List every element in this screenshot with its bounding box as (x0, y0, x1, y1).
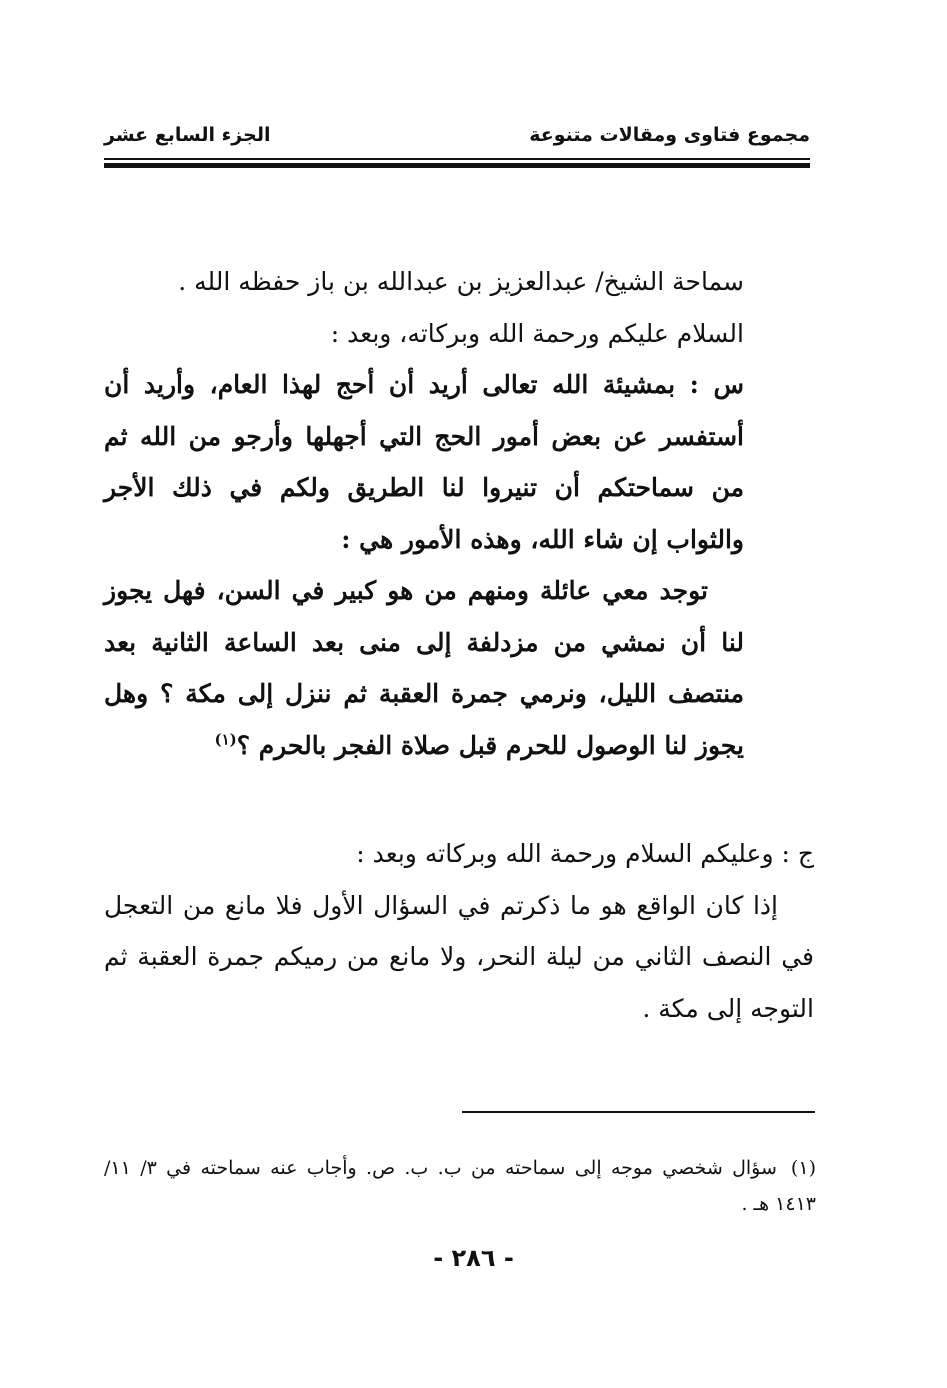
footnote-number: (١) (790, 1157, 816, 1179)
header-rule-thick (104, 163, 810, 168)
footnote-text: سؤال شخصي موجه إلى سماحته من ب. ب. ص. وأجاب عنه سماحته في ٣/ ١١/ ١٤١٣ هـ . (104, 1157, 816, 1215)
footnote (104, 1150, 816, 1222)
book-title: مجموع فتاوى ومقالات متنوعة (529, 124, 810, 146)
answer-greeting: ج : وعليكم السلام ورحمة الله وبركاته وبعد : (356, 839, 814, 868)
footnote-reference: (١) (214, 730, 237, 749)
volume-label: الجزء السابع عشر (104, 124, 271, 146)
question-section (104, 256, 744, 771)
page-number: - ٢٨٦ - (433, 1244, 514, 1272)
addressee-line: سماحة الشيخ/ عبدالعزيز بن عبدالله بن باز حفظه الله . (178, 267, 744, 296)
question-body (104, 565, 744, 771)
running-header (104, 124, 810, 154)
answer-section (104, 828, 814, 1034)
answer-body: إذا كان الواقع هو ما ذكرتم في السؤال الأول فلا مانع من التعجل في النصف الثاني من ليلة النحر، ولا مانع من رميكم جمرة العقبة ثم التوجه إلى مكة . (104, 890, 814, 1023)
greeting-line: السلام عليكم ورحمة الله وبركاته، وبعد : (330, 318, 744, 348)
footnote-separator (462, 1111, 815, 1113)
question-intro: س : بمشيئة الله تعالى أريد أن أحج لهذا العام، وأريد أن أستفسر عن بعض أمور الحج التي أجهلها وأرجو من الله ثم من سماحتكم أن تنيروا لنا الطريق ولكم في ذلك الأجر والثواب إن شاء الله، وهذه الأمور هي : (104, 370, 744, 554)
question-body-text: توجد معي عائلة ومنهم من هو كبير في السن، فهل يجوز لنا أن نمشي من مزدلفة إلى منى بعد الساعة الثانية بعد منتصف الليل، ونرمي جمرة العقبة ثم ننزل إلى مكة ؟ وهل يجوز لنا الوصول للحرم قبل صلاة الفجر بالحرم ؟ (104, 576, 744, 760)
header-rule-thin (104, 158, 810, 160)
